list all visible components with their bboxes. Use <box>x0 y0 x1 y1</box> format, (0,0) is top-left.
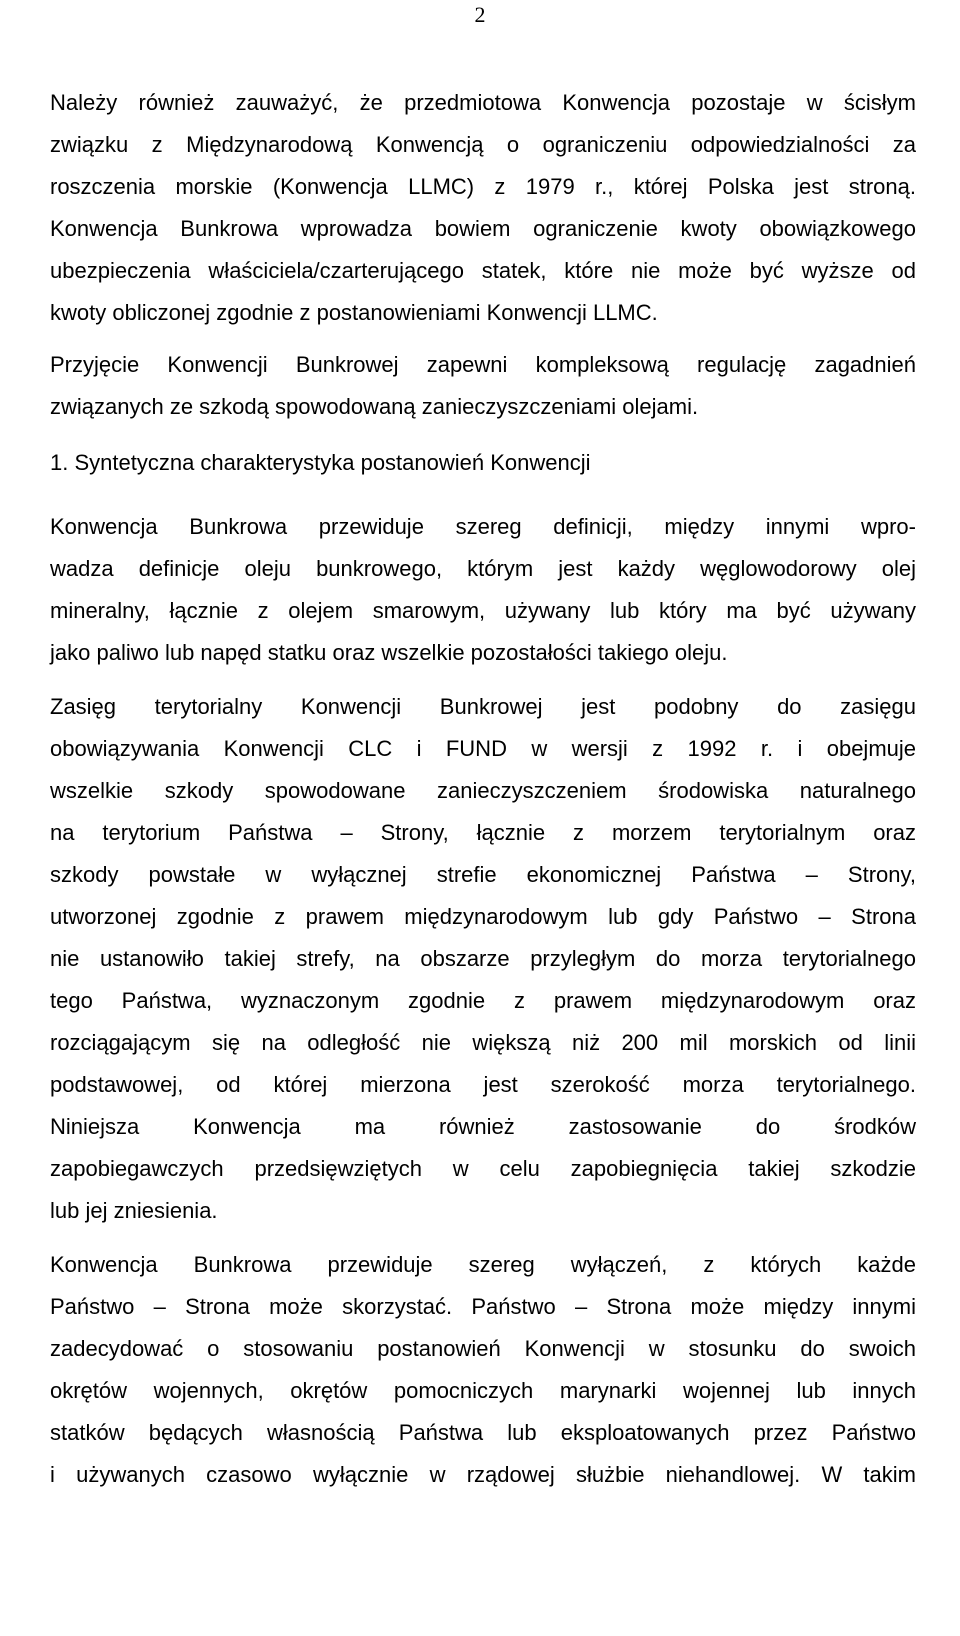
text-line: związanych ze szkodą spowodowaną zanieczyszczeniami olejami. <box>50 394 699 419</box>
text-line: statków będących własnością Państwa lub eksploatowanych przez Państwo <box>50 1420 916 1445</box>
page-number: 2 <box>474 2 486 27</box>
text-line: i używanych czasowo wyłącznie w rządowej służbie niehandlowej. W takim <box>50 1462 916 1487</box>
paragraph-zasieg <box>50 686 916 1232</box>
paragraph-przyjecie <box>50 344 916 428</box>
text-line: zadecydować o stosowaniu postanowień Konwencji w stosunku do swoich <box>50 1336 916 1361</box>
paragraph-wylaczenia <box>50 1244 916 1496</box>
text-line: utworzonej zgodnie z prawem międzynarodowym lub gdy Państwo – Strona <box>50 904 916 929</box>
text-line: jako paliwo lub napęd statku oraz wszelkie pozostałości takiego oleju. <box>50 640 728 665</box>
text-line: ubezpieczenia właściciela/czarterującego statek, które nie może być wyższe od <box>50 258 916 283</box>
text-line: nie ustanowiło takiej strefy, na obszarze przyległym do morza terytorialnego <box>50 946 916 971</box>
section-heading: 1. Syntetyczna charakterystyka postanowień Konwencji <box>50 450 591 475</box>
paragraph-intro <box>50 82 916 334</box>
text-line: Niniejsza Konwencja ma również zastosowanie do środków <box>50 1114 916 1139</box>
document-body <box>50 82 916 1496</box>
text-line: tego Państwa, wyznaczonym zgodnie z prawem międzynarodowym oraz <box>50 988 916 1013</box>
text-line: obowiązywania Konwencji CLC i FUND w wersji z 1992 r. i obejmuje <box>50 736 916 761</box>
text-line: Konwencja Bunkrowa wprowadza bowiem ograniczenie kwoty obowiązkowego <box>50 216 916 241</box>
text-line: okrętów wojennych, okrętów pomocniczych marynarki wojennej lub innych <box>50 1378 916 1403</box>
text-line: wadza definicje oleju bunkrowego, którym jest każdy węglowodorowy olej <box>50 556 916 581</box>
text-line: podstawowej, od której mierzona jest szerokość morza terytorialnego. <box>50 1072 916 1097</box>
text-line: szkody powstałe w wyłącznej strefie ekonomicznej Państwa – Strony, <box>50 862 916 887</box>
paragraph-definicje <box>50 506 916 674</box>
text-line: wszelkie szkody spowodowane zanieczyszczeniem środowiska naturalnego <box>50 778 916 803</box>
text-line: zapobiegawczych przedsięwziętych w celu zapobiegnięcia takiej szkodzie <box>50 1156 916 1181</box>
text-line: mineralny, łącznie z olejem smarowym, używany lub który ma być używany <box>50 598 916 623</box>
text-line: Konwencja Bunkrowa przewiduje szereg definicji, między innymi wpro- <box>50 514 916 539</box>
text-line: kwoty obliczonej zgodnie z postanowieniami Konwencji LLMC. <box>50 300 658 325</box>
text-line: Zasięg terytorialny Konwencji Bunkrowej jest podobny do zasięgu <box>50 694 916 719</box>
text-line: Należy również zauważyć, że przedmiotowa Konwencja pozostaje w ścisłym <box>50 90 916 115</box>
text-line: Państwo – Strona może skorzystać. Państwo – Strona może między innymi <box>50 1294 916 1319</box>
text-line: rozciągającym się na odległość nie większą niż 200 mil morskich od linii <box>50 1030 916 1055</box>
text-line: na terytorium Państwa – Strony, łącznie z morzem terytorialnym oraz <box>50 820 916 845</box>
text-line: Przyjęcie Konwencji Bunkrowej zapewni kompleksową regulację zagadnień <box>50 352 916 377</box>
text-line: lub jej zniesienia. <box>50 1198 218 1223</box>
text-line: Konwencja Bunkrowa przewiduje szereg wyłączeń, z których każde <box>50 1252 916 1277</box>
text-line: związku z Międzynarodową Konwencją o ograniczeniu odpowiedzialności za <box>50 132 916 157</box>
text-line: roszczenia morskie (Konwencja LLMC) z 1979 r., której Polska jest stroną. <box>50 174 916 199</box>
